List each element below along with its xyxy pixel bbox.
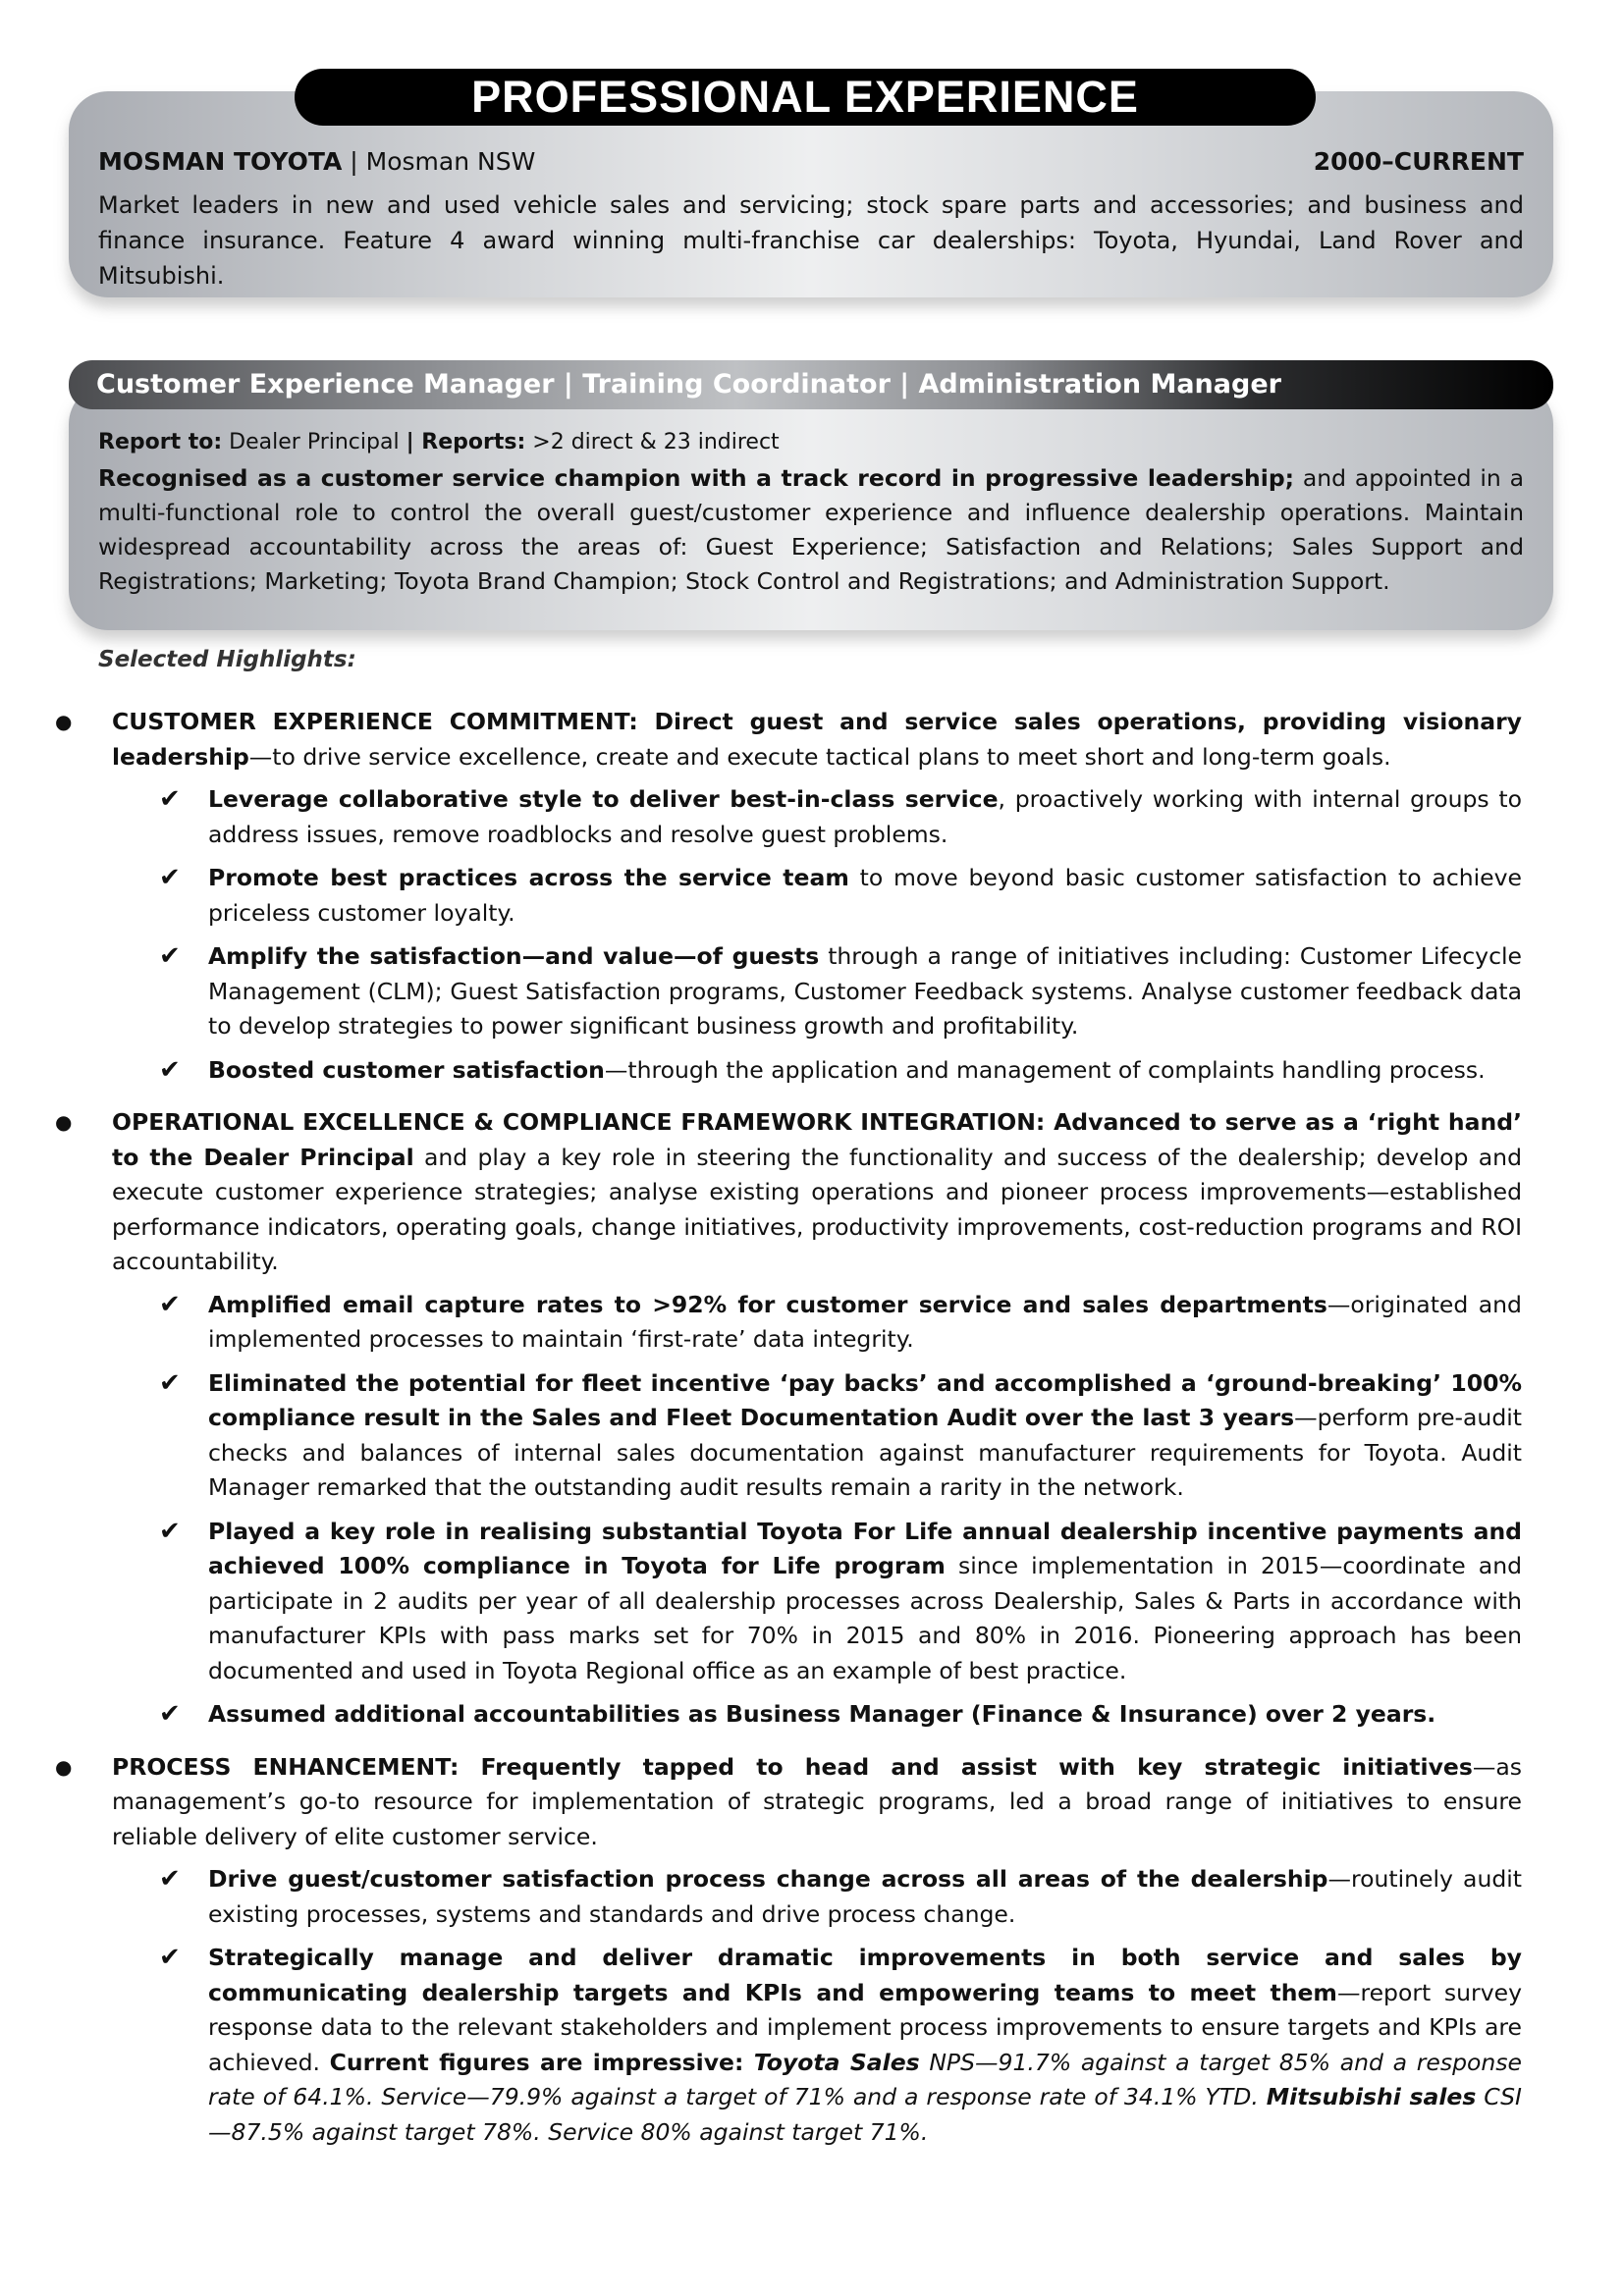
highlight-bullet: [55, 705, 1522, 774]
role-summary-bold: Recognised as a customer service champion with a track record in progressive leadership;: [98, 464, 1295, 492]
check-bold: Strategically manage and deliver dramatic improvements in both service and sales by communicating dealership targets and KPIs and empowering teams to meet them: [208, 1944, 1522, 2006]
mitsubishi-sales-label: Mitsubishi sales: [1266, 2083, 1477, 2110]
check-bold: Amplify the satisfaction—and value—of guests: [208, 942, 820, 970]
check-item: [55, 1515, 1522, 1689]
check-text: , proactively working with internal groups to address issues, remove roadblocks and resolve guest problems.: [208, 785, 1522, 848]
bullet-text: —as management’s go-to resource for implementation of strategic programs, led a broad range of initiatives to ensure reliable delivery of elite customer service.: [112, 1752, 1522, 1850]
check-text: —report survey response data to the relevant stakeholders and implement process improvements to ensure targets and KPIs are achieved.: [208, 1978, 1522, 2076]
check-list: [55, 1288, 1522, 1733]
report-to-label: Report to:: [98, 430, 223, 454]
check-list: [55, 782, 1522, 1088]
check-bold: Eliminated the potential for fleet incentive ‘pay backs’ and accomplished a ‘ground-breaking’ 100% compliance result in the Sales and Fleet Documentation Audit over the last 3 years: [208, 1368, 1522, 1431]
check-bold: Played a key role in realising substantial Toyota For Life annual dealership incentive payments and achieved 100% compliance in Toyota for Life program: [208, 1517, 1522, 1579]
check-text: since implementation in 2015—coordinate and participate in 2 audits per year of all dealership processes across Dealership, Sales & Parts in accordance with manufacturer KPIs with pass marks set for 70% in 2015 and 80% in 2016. Pioneering approach has been documented and used in Toyota Regional office as an example of best practice.: [208, 1552, 1523, 1684]
figures-heading: Current figures are impressive:: [329, 2048, 754, 2076]
checkmark-icon: ✔: [159, 1699, 181, 1729]
company-description: Market leaders in new and used vehicle sales and servicing; stock spare parts and accessories; and business and finance insurance. Feature 4 award winning multi-franchise car dealerships: Toyota, Hyundai, Land Rover and Mitsubishi.: [98, 191, 1524, 290]
check-item: [55, 1053, 1522, 1089]
check-item: [55, 861, 1522, 931]
company-dates: 2000–CURRENT: [1313, 147, 1524, 176]
company-info: [98, 146, 535, 178]
toyota-sales-label: Toyota Sales: [753, 2048, 920, 2076]
bullet-heading: PROCESS ENHANCEMENT: Frequently tapped to head and assist with key strategic initiatives: [112, 1752, 1473, 1781]
checkmark-icon: ✔: [159, 1516, 181, 1546]
company-header: [98, 146, 1524, 178]
bullet-dot-icon: ●: [55, 1754, 73, 1779]
checkmark-icon: ✔: [159, 1864, 181, 1894]
check-item: [55, 1288, 1522, 1358]
checkmark-icon: ✔: [159, 1054, 181, 1085]
role-card: [69, 385, 1553, 630]
check-text: through a range of initiatives including: Customer Lifecycle Management (CLM); Guest Satisfaction programs, Customer Feedback systems. Analyse customer feedback data to develop strategies to power significant business growth and profitability.: [208, 942, 1522, 1040]
check-text: —routinely audit existing processes, systems and standards and drive process change.: [208, 1865, 1523, 1928]
checkmark-icon: ✔: [159, 863, 181, 892]
bullet-heading: CUSTOMER EXPERIENCE COMMITMENT: Direct guest and service sales operations, providing visionary leadership: [112, 708, 1522, 771]
checkmark-icon: ✔: [159, 784, 181, 814]
checkmark-icon: ✔: [159, 1289, 181, 1319]
role-summary-text: and appointed in a multi-functional role to control the overall guest/customer experience and influence dealership operations. Maintain widespread accountability across the areas of: Guest Experience; Satisfaction and Relations; Sales Support and Registrations; Marketing; Toyota Brand Champion; Stock Control and Registrations; and Administration Support.: [98, 464, 1524, 595]
check-text: —originated and implemented processes to maintain ‘first-rate’ data integrity.: [208, 1290, 1522, 1353]
role-summary: [98, 461, 1524, 599]
check-text: to move beyond basic customer satisfaction to achieve priceless customer loyalty.: [208, 864, 1522, 927]
check-bold: Drive guest/customer satisfaction process change across all areas of the dealership: [208, 1865, 1328, 1893]
section-title: PROFESSIONAL EXPERIENCE: [295, 69, 1316, 126]
bullet-dot-icon: ●: [55, 710, 73, 733]
reports-label: Reports:: [413, 430, 526, 454]
report-line: [98, 428, 1524, 457]
check-bold: Leverage collaborative style to deliver best-in-class service: [208, 785, 999, 813]
bullet-text: —to drive service excellence, create and execute tactical plans to meet short and long-term goals.: [248, 742, 1391, 771]
highlights-label: Selected Highlights:: [98, 647, 356, 672]
role-title: Customer Experience Manager | Training Coordinator | Administration Manager: [69, 360, 1553, 409]
check-list: [55, 1862, 1522, 2150]
report-pipe: |: [406, 430, 414, 454]
reports-value: >2 direct & 23 indirect: [525, 430, 780, 454]
check-bold: Promote best practices across the service team: [208, 864, 849, 891]
company-name: MOSMAN TOYOTA: [98, 147, 343, 176]
highlights-list: [55, 705, 1522, 2167]
check-bold: Boosted customer satisfaction: [208, 1055, 605, 1084]
check-item: [55, 1697, 1522, 1733]
check-item: [55, 1366, 1522, 1506]
checkmark-icon: ✔: [159, 1367, 181, 1398]
highlight-bullet: [55, 1105, 1522, 1280]
checkmark-icon: ✔: [159, 941, 181, 971]
check-text: —through the application and management of complaints handling process.: [604, 1055, 1486, 1084]
bullet-heading: OPERATIONAL EXCELLENCE & COMPLIANCE FRAMEWORK INTEGRATION: Advanced to serve as a ‘right hand’ to the Dealer Principal: [112, 1108, 1522, 1171]
report-to-value: Dealer Principal: [222, 430, 406, 454]
check-text: —perform pre-audit checks and balances of internal sales documentation against manufacturer requirements for Toyota. Audit Manager remarked that the outstanding audit results remain a rarity in the network.: [208, 1404, 1522, 1501]
mitsubishi-figures: CSI—87.5% against target 78%. Service 80% against target 71%.: [208, 2083, 1522, 2146]
check-item: [55, 939, 1522, 1044]
check-bold: Assumed additional accountabilities as Business Manager (Finance & Insurance) over 2 years.: [208, 1700, 1436, 1728]
bullet-text: and play a key role in steering the functionality and success of the dealership; develop and execute customer experience strategies; analyse existing operations and pioneer process improvements—established performance indicators, operating goals, change initiatives, productivity improvements, cost-reduction programs and ROI accountability.: [112, 1143, 1522, 1275]
highlight-bullet: [55, 1750, 1522, 1855]
toyota-figures: NPS—91.7% against a target 85% and a response rate of 64.1%. Service—79.9% against a target of 71% and a response rate of 34.1% YTD.: [208, 2048, 1522, 2110]
check-item: [55, 1862, 1522, 1932]
company-separator: |: [342, 147, 366, 176]
check-item: [55, 1941, 1522, 2150]
bullet-dot-icon: ●: [55, 1110, 73, 1134]
company-location: Mosman NSW: [365, 147, 536, 176]
check-bold: Amplified email capture rates to >92% for customer service and sales departments: [208, 1290, 1327, 1318]
checkmark-icon: ✔: [159, 1943, 181, 1972]
check-item: [55, 782, 1522, 852]
